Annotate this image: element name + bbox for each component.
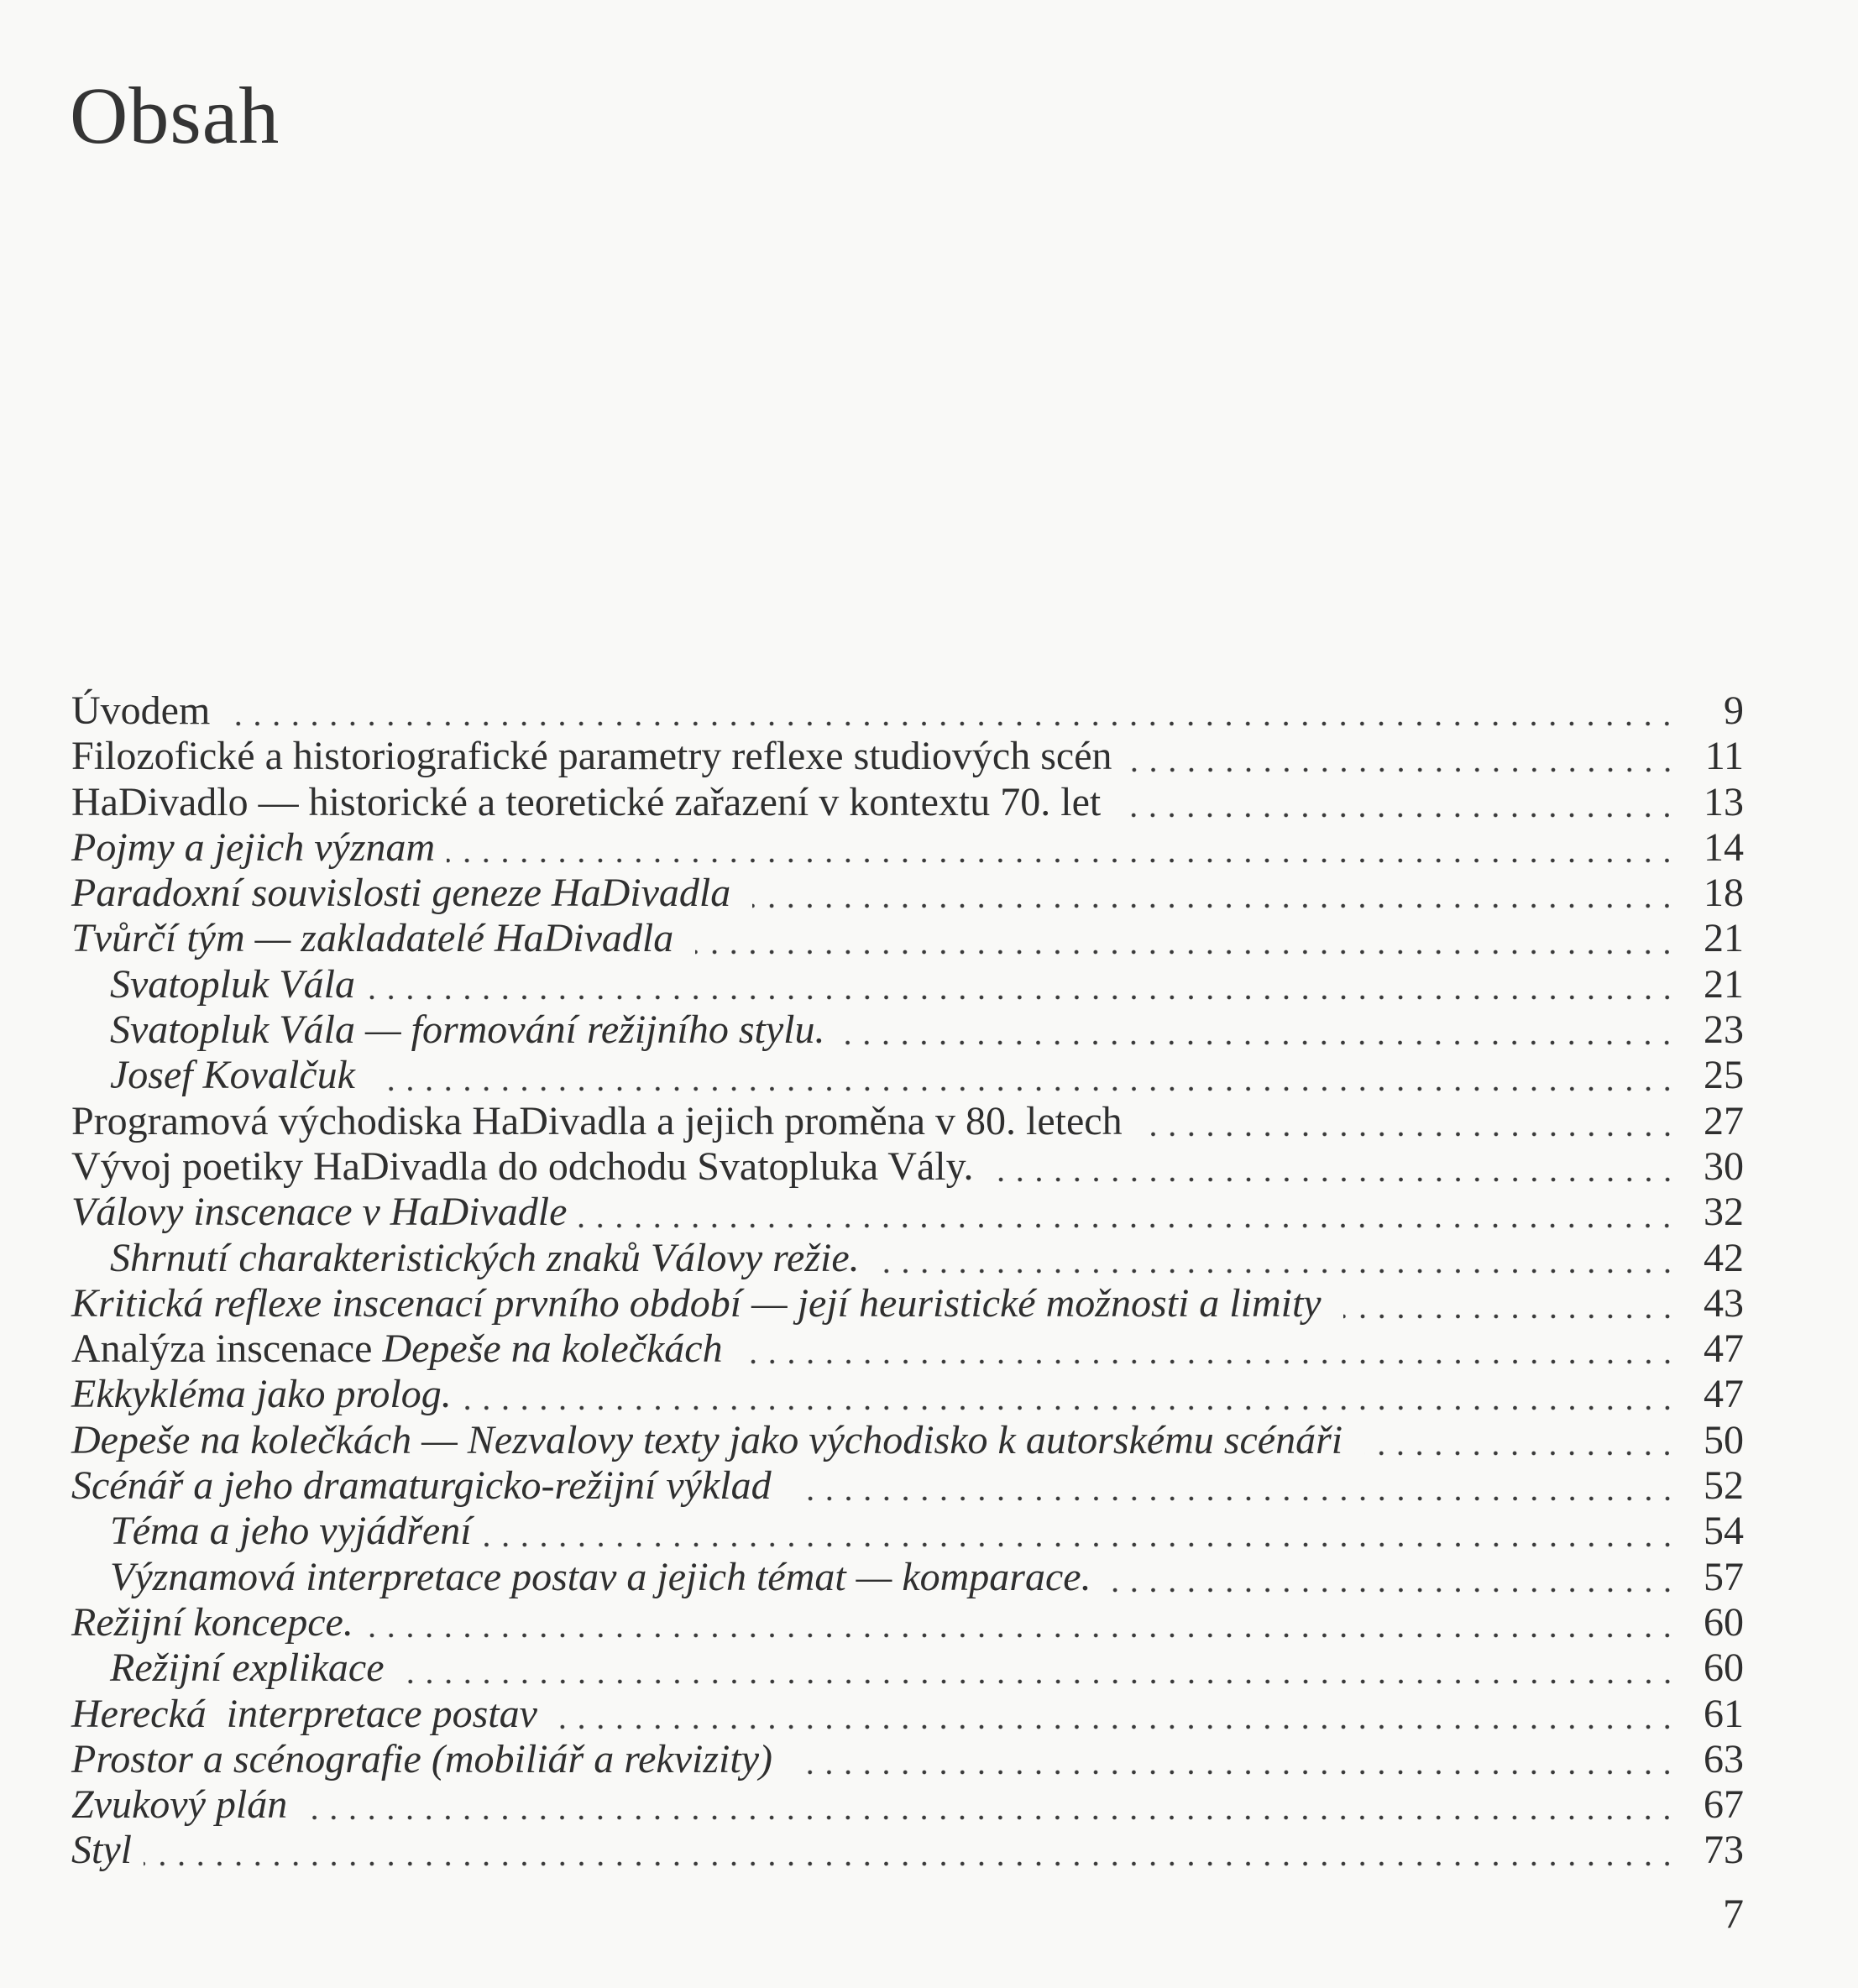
toc-entry-label: [71, 1645, 395, 1691]
toc-page-number: 50: [1704, 1417, 1744, 1462]
toc-entry-label: [71, 1463, 782, 1509]
toc-page-number: 61: [1704, 1691, 1744, 1736]
toc-entry-label: [71, 871, 741, 916]
toc-label-segment: Úvodem: [71, 688, 221, 733]
toc-leader-dots: [695, 916, 1677, 961]
toc-entry-label: [71, 1828, 132, 1873]
toc-leader-dots: [447, 825, 1677, 871]
toc-page-number: 21: [1704, 916, 1744, 961]
toc-entry-label: [71, 1053, 365, 1098]
toc-label-segment: HaDivadlo — historické a teoretické zařazení v kontextu 70. let: [71, 779, 1112, 824]
toc-leader-dots: [377, 1053, 1677, 1098]
toc-leader-dots: [463, 1372, 1677, 1417]
toc-entry: [71, 1737, 1744, 1782]
toc-entry: [71, 1692, 1744, 1737]
toc-leader-dots: [309, 1782, 1677, 1828]
toc-entry-label: [71, 1099, 1133, 1144]
toc-entry-label: [71, 1692, 547, 1737]
toc-entry-label: [71, 962, 355, 1007]
toc-entry: [71, 1418, 1744, 1463]
toc-leader-dots: [745, 1326, 1677, 1372]
toc-leader-dots: [1103, 1555, 1677, 1600]
toc-entry: [71, 916, 1744, 961]
toc-entry: [71, 1782, 1744, 1828]
toc-leader-dots: [752, 871, 1677, 916]
toc-leader-dots: [793, 1463, 1677, 1509]
toc-entry-label: [71, 1418, 1353, 1463]
toc-label-segment-italic: Pojmy a jejich význam: [71, 824, 436, 870]
toc-label-segment-italic: Herecká interpretace postav: [71, 1691, 547, 1736]
toc-label-segment-italic: Tvůrčí tým — zakladatelé HaDivadla: [71, 916, 684, 961]
toc-entry: [71, 1645, 1744, 1691]
toc-entry: [71, 825, 1744, 871]
toc-leader-dots: [1343, 1281, 1677, 1326]
toc-page-number: 52: [1704, 1463, 1744, 1509]
toc-label-segment-italic: Zvukový plán: [71, 1782, 298, 1828]
toc-entry: [71, 1007, 1744, 1053]
toc-entry-label: [71, 1372, 452, 1417]
toc-leader-dots: [365, 1600, 1677, 1645]
toc-label-segment-italic: Válovy inscenace v HaDivadle: [71, 1190, 568, 1235]
toc-entry-label: [71, 780, 1111, 825]
toc-label-segment-italic: Shrnutí charakteristických znaků Válovy režie.: [110, 1235, 860, 1280]
toc-label-segment-italic: Režijní koncepce.: [71, 1599, 353, 1645]
toc-page-number: 60: [1704, 1645, 1744, 1691]
toc-entry: [71, 1509, 1744, 1554]
toc-page-number: 27: [1704, 1098, 1744, 1143]
toc-entry-label: [71, 1281, 1332, 1326]
toc-leader-dots: [484, 1509, 1677, 1554]
toc-leader-dots: [836, 1007, 1677, 1053]
toc-leader-dots: [1124, 734, 1677, 779]
toc-page-number: 43: [1704, 1280, 1744, 1326]
toc-entry-label: [71, 1236, 860, 1281]
toc-entry: [71, 1053, 1744, 1098]
toc-label-segment-italic: Josef Kovalčuk: [110, 1053, 365, 1098]
toc-leader-dots: [871, 1236, 1677, 1281]
toc-page-number: 30: [1704, 1143, 1744, 1189]
toc-entry: [71, 1326, 1744, 1372]
toc-label-segment-italic: Svatopluk Vála: [110, 961, 355, 1007]
toc-entry-label: [71, 1737, 782, 1782]
toc-entry-label: [71, 1144, 974, 1190]
toc-entry: [71, 962, 1744, 1007]
toc-page-number: 42: [1704, 1235, 1744, 1280]
toc-entry: [71, 871, 1744, 916]
toc-entry-label: [71, 916, 683, 961]
toc-label-segment: Analýza inscenace: [71, 1326, 383, 1372]
toc-page-number: 23: [1704, 1007, 1744, 1053]
page-title: Obsah: [70, 71, 280, 160]
toc-label-segment-italic: Režijní explikace: [110, 1645, 395, 1691]
toc-leader-dots: [1364, 1418, 1677, 1463]
toc-entry: [71, 688, 1744, 734]
table-of-contents: [71, 688, 1744, 1874]
toc-page-number: 60: [1704, 1599, 1744, 1645]
toc-label-segment-italic: Styl: [71, 1828, 132, 1873]
toc-page-number: 14: [1704, 824, 1744, 870]
toc-page-number: 21: [1704, 961, 1744, 1007]
toc-entry-label: [71, 825, 435, 871]
toc-label-segment-italic: Kritická reflexe inscenací prvního období — její heuristické možnosti a limity: [71, 1280, 1332, 1326]
toc-page-number: 11: [1704, 734, 1744, 779]
folio-page-number: 7: [1723, 1890, 1744, 1937]
toc-entry: [71, 1099, 1744, 1144]
toc-page-number: 67: [1704, 1782, 1744, 1828]
toc-entry-label: [71, 1555, 1091, 1600]
toc-entry: [71, 1190, 1744, 1235]
toc-label-segment-italic: Ekkykléma jako prolog.: [71, 1372, 452, 1417]
toc-entry: [71, 1463, 1744, 1509]
toc-entry-label: [71, 1782, 297, 1828]
toc-page-number: 9: [1724, 688, 1744, 733]
toc-leader-dots: [794, 1737, 1677, 1782]
toc-entry: [71, 780, 1744, 825]
toc-leader-dots: [1144, 1099, 1677, 1144]
toc-entry: [71, 1236, 1744, 1281]
toc-page-number: 73: [1704, 1828, 1744, 1873]
toc-entry: [71, 1828, 1744, 1873]
toc-page-number: 63: [1704, 1736, 1744, 1781]
toc-page-number: 57: [1704, 1554, 1744, 1599]
toc-leader-dots: [406, 1645, 1677, 1691]
toc-label-segment-italic: Svatopluk Vála — formování režijního stylu.: [110, 1007, 825, 1053]
toc-entry: [71, 1281, 1744, 1326]
toc-entry: [71, 1555, 1744, 1600]
toc-label-segment-italic: Depeše na kolečkách: [382, 1326, 733, 1372]
toc-entry-label: [71, 1326, 733, 1372]
toc-entry-label: [71, 1190, 567, 1235]
toc-entry-label: [71, 688, 220, 734]
toc-label-segment: Vývoj poetiky HaDivadla do odchodu Svatopluka Vály.: [71, 1143, 974, 1189]
toc-entry: [71, 734, 1744, 779]
toc-entry: [71, 1372, 1744, 1417]
toc-leader-dots: [578, 1190, 1677, 1235]
toc-page-number: 47: [1704, 1326, 1744, 1372]
toc-label-segment-italic: Významová interpretace postav a jejich témat — komparace.: [110, 1554, 1091, 1599]
toc-leader-dots: [1123, 780, 1677, 825]
toc-label-segment: Filozofické a historiografické parametry reflexe studiových scén: [71, 734, 1112, 779]
toc-page-number: 32: [1704, 1190, 1744, 1235]
toc-leader-dots: [232, 688, 1677, 734]
toc-label-segment-italic: Téma a jeho vyjádření: [110, 1509, 472, 1554]
toc-label-segment-italic: Prostor a scénografie (mobiliář a rekvizity): [71, 1736, 782, 1781]
toc-page-number: 47: [1704, 1372, 1744, 1417]
toc-label-segment-italic: Paradoxní souvislosti geneze HaDivadla: [71, 871, 741, 916]
toc-leader-dots: [559, 1692, 1677, 1737]
toc-entry-label: [71, 1007, 824, 1053]
toc-page-number: 18: [1704, 871, 1744, 916]
toc-label-segment-italic: Depeše na kolečkách — Nezvalovy texty jako východisko k autorskému scénáři: [71, 1417, 1353, 1462]
toc-entry-label: [71, 1509, 472, 1554]
toc-page-number: 13: [1704, 779, 1744, 824]
toc-label-segment: Programová východiska HaDivadla a jejich proměna v 80. letech: [71, 1098, 1133, 1143]
toc-page-number: 25: [1704, 1053, 1744, 1098]
toc-entry: [71, 1144, 1744, 1190]
toc-entry-label: [71, 734, 1112, 779]
toc-label-segment-italic: Scénář a jeho dramaturgicko-režijní výklad: [71, 1463, 782, 1509]
toc-leader-dots: [367, 962, 1677, 1007]
toc-entry: [71, 1600, 1744, 1645]
toc-leader-dots: [986, 1144, 1677, 1190]
toc-leader-dots: [144, 1828, 1677, 1873]
toc-entry-label: [71, 1600, 353, 1645]
toc-page-number: 54: [1704, 1509, 1744, 1554]
